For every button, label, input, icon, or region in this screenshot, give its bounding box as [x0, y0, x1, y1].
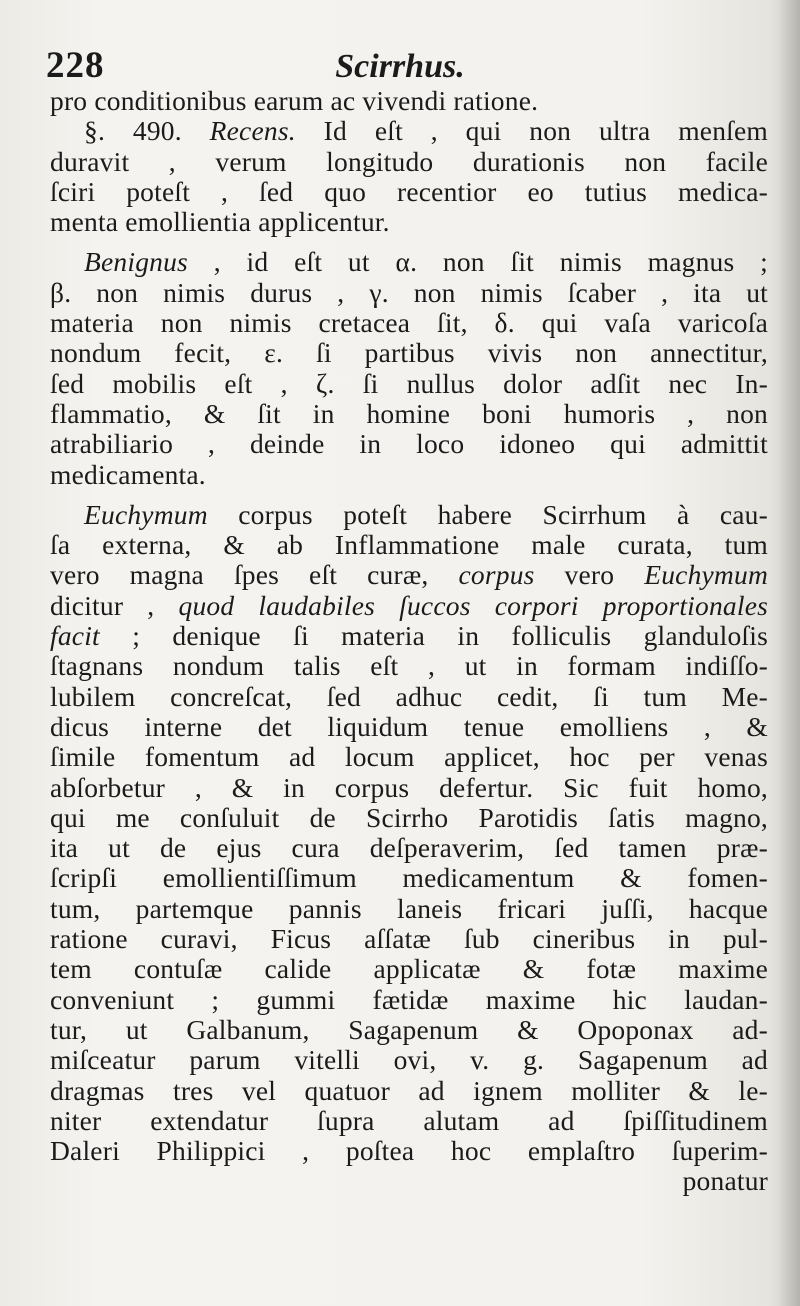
text-line: [50, 399, 768, 429]
page-number: 228: [46, 45, 105, 86]
text-line: [50, 712, 768, 742]
text-segment: pro conditionibus earum ac vivendi ratione.: [50, 85, 539, 116]
text-line: [50, 429, 768, 459]
page-gutter-shadow: [778, 0, 800, 1306]
text-line: [50, 369, 768, 399]
text-line: [50, 1106, 768, 1136]
text-line: [50, 924, 768, 954]
italic-text: corpus: [458, 559, 535, 591]
text-segment: dicus interne det liquidum tenue emolliens , &: [50, 710, 768, 742]
text-segment: dragmas tres vel quatuor ad ignem molliter & le-: [50, 1074, 768, 1106]
text-line: [50, 894, 768, 924]
running-title: Scirrhus.: [335, 48, 465, 85]
italic-text: Benignus: [84, 246, 188, 278]
text-segment: medicamenta.: [50, 458, 206, 490]
text-line: [50, 1076, 768, 1106]
text-line: [50, 177, 768, 207]
text-segment: miſceatur parum vitelli ovi, v. g. Sagapenum ad: [50, 1044, 768, 1076]
text-segment: ſciri poteſt , ſed quo recentior eo tutius medica-: [50, 175, 768, 207]
text-segment: atrabiliario , deinde in loco idoneo qui admittit: [50, 428, 768, 460]
text-segment: §. 490.: [84, 115, 210, 147]
text-line: [50, 1015, 768, 1045]
text-line: [50, 1166, 768, 1196]
text-line: [50, 147, 768, 177]
text-segment: duravit , verum longitudo durationis non facile: [50, 145, 768, 177]
text-segment: niter extendatur ſupra alutam ad ſpiſſitudinem: [50, 1104, 768, 1136]
text-segment: vero magna ſpes eſt curæ,: [50, 559, 459, 591]
text-segment: tum, partemque pannis laneis fricari juſſi, hacque: [50, 892, 768, 924]
text-line: [50, 833, 768, 863]
text-segment: lubilem concreſcat, ſed adhuc cedit, ſi tum Me-: [50, 680, 768, 712]
text-line: [50, 308, 768, 338]
text-segment: qui me conſuluit de Scirrho Parotidis ſatis magno,: [50, 801, 768, 833]
text-line: [50, 682, 768, 712]
text-segment: ; denique ſi materia in folliculis glanduloſis: [99, 620, 768, 652]
text-segment: flammatio, & ſit in homine boni humoris , non: [50, 397, 768, 429]
text-line: [50, 500, 768, 530]
text-segment: tur, ut Galbanum, Sagapenum & Opoponax ad-: [50, 1013, 768, 1045]
text-line: [50, 207, 768, 237]
text-line: [50, 803, 768, 833]
text-segment: dicitur ,: [50, 589, 179, 621]
text-segment: menta emollientia applicentur.: [50, 206, 390, 238]
text-line: [50, 954, 768, 984]
text-line: [50, 530, 768, 560]
text-line: [50, 985, 768, 1015]
text-segment: ſtagnans nondum talis eſt , ut in formam indiſſo-: [50, 650, 768, 682]
text-line: [50, 86, 768, 116]
text-segment: ita ut de ejus cura deſperaverim, ſed tamen præ-: [50, 832, 768, 864]
text-segment: tem contuſæ calide applicatæ & fotæ maxime: [50, 953, 768, 985]
text-segment: Daleri Philippici , poſtea hoc emplaſtro ſuperim-: [50, 1135, 768, 1167]
text-line: [50, 621, 768, 651]
text-line: [50, 1136, 768, 1166]
italic-text: Euchymum: [644, 559, 768, 591]
text-segment: ſa externa, & ab Inflammatione male curata, tum: [50, 529, 768, 561]
text-line: [50, 1045, 768, 1075]
text-line: [50, 773, 768, 803]
text-segment: corpus poteſt habere Scirrhum à cau-: [207, 498, 768, 530]
text-segment: ſimile fomentum ad locum applicet, hoc per venas: [50, 741, 768, 773]
italic-text: Euchymum: [84, 498, 208, 530]
text-line: [50, 651, 768, 681]
text-segment: β. non nimis durus , γ. non nimis ſcaber , ita ut: [50, 276, 768, 308]
italic-text: facit: [50, 620, 100, 652]
text-segment: vero: [534, 559, 645, 591]
text-line: [50, 247, 768, 277]
text-segment: abſorbetur , & in corpus defertur. Sic fuit homo,: [50, 771, 768, 803]
text-segment: nondum fecit, ε. ſi partibus vivis non annectitur,: [50, 337, 768, 369]
text-segment: , id eſt ut α. non ſit nimis magnus ;: [187, 246, 768, 278]
text-segment: materia non nimis cretacea ſit, δ. qui vaſa varicoſa: [50, 307, 768, 339]
text-line: [50, 591, 768, 621]
text-segment: ſcripſi emollientiſſimum medicamentum & fomen-: [50, 862, 768, 894]
text-line: [50, 560, 768, 590]
body-text: [50, 86, 768, 1197]
italic-text: Recens.: [209, 115, 296, 147]
text-line: [50, 460, 768, 490]
text-line: [50, 278, 768, 308]
text-line: [50, 863, 768, 893]
text-segment: Id eſt , qui non ultra menſem: [295, 115, 768, 147]
text-segment: conveniunt ; gummi fætidæ maxime hic laudan-: [50, 983, 768, 1015]
text-segment: ratione curavi, Ficus aſſatæ ſub cineribus in pul-: [50, 923, 768, 955]
italic-text: quod laudabiles ſuccos corpori proportionales: [178, 589, 768, 621]
text-line: [50, 742, 768, 772]
text-segment: ponatur: [682, 1165, 768, 1197]
text-line: [50, 116, 768, 146]
text-line: [50, 338, 768, 368]
text-segment: ſed mobilis eſt , ζ. ſi nullus dolor adſit nec In-: [50, 367, 768, 399]
